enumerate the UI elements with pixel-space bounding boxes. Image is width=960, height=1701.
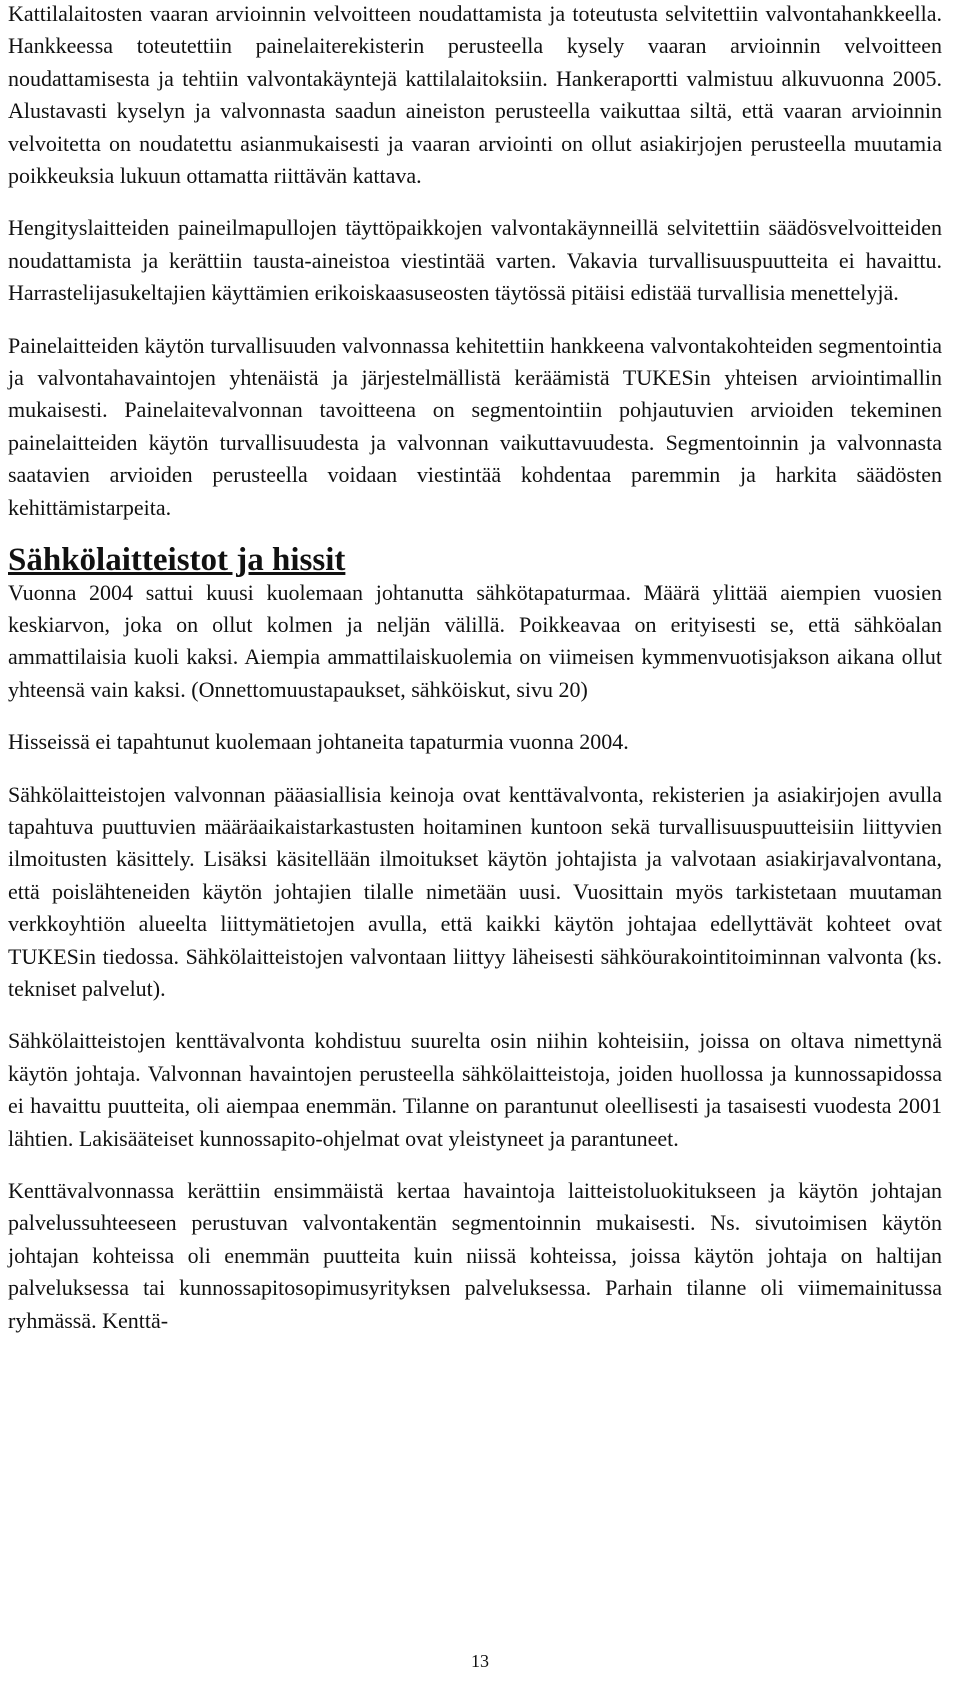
paragraph-pressure-equipment-segmentation: Painelaitteiden käytön turvallisuuden valvonnassa kehitettiin hankkeena valvontakohteiden segmentointia ja valvontahavaintojen yhtenäistä ja järjestelmällistä keräämistä TUKESin yhteisen arviointimallin mukaisesti. Painelaitevalvonnan tavoitteena on segmentointiin pohjautuvien arvioiden tekeminen painelaitteiden käytön turvallisuudesta ja valvonnan vaikuttavuudesta. Segmentoinnin ja valvonnasta saatavien arvioiden perusteella voidaan viestintää kohdentaa paremmin ja harkita säädösten kehittämistarpeita. [8,332,942,520]
paragraph-field-supervision: Sähkölaitteistojen kenttävalvonta kohdistuu suurelta osin niihin kohteisiin, joissa on oltava nimettynä käytön johtaja. Valvonnan havaintojen perusteella sähkölaitteistoja, joiden huollossa ja kunnossapidossa ei havaittu puutteita, oli aiempaa enemmän. Tilanne on parantunut oleellisesti ja tasaisesti vuodesta 2001 lähtien. Lakisääteiset kunnossapito-ohjelmat ovat yleistyneet ja parantuneet. [8,1028,942,1151]
paragraph-boiler-hazard-assessment: Kattilalaitosten vaaran arvioinnin velvoitteen noudattamista ja toteutusta selvitettiin valvontahankkeella. Hankkeessa toteutettiin painelaiterekisterin perusteella kysely vaaran arvioinnin velvoitteen noudattamisesta ja tehtiin valvontakäyntejä kattilalaitoksiin. Hankeraportti valmistuu alkuvuonna 2005. Alustavasti kyselyn ja valvonnasta saadun aineiston perusteella vaikuttaa siltä, että vaaran arvioinnin velvoitetta on noudatettu asianmukaisesti ja vaaran arviointi on ollut asiakirjojen perusteella muutamia poikkeuksia lukuun ottamatta riittävän kattava. [8,1,942,189]
section-heading-electrical-and-elevators: Sähkölaitteistot ja hissit [8,542,346,579]
paragraph-field-segmentation: Kenttävalvonnassa kerättiin ensimmäistä kertaa havaintoja laitteistoluokitukseen ja käytön johtajan palvelussuhteeseen perustuvan valvontakentän segmentoinnin mukaisesti. Ns. sivutoimisen käytön johtajan kohteissa oli enemmän puutteita kuin niissä kohteissa, joissa käytön johtaja on haltijan palveluksessa tai kunnossapitosopimusyrityksen palveluksessa. Parhain tilanne oli viimemainitussa ryhmässä. Kenttä- [8,1178,942,1333]
paragraph-electrical-supervision-methods: Sähkölaitteistojen valvonnan pääasiallisia keinoja ovat kenttävalvonta, rekisterien ja asiakirjojen avulla tapahtuva puuttuvien määräaikaistarkastusten hoitaminen kuntoon sekä turvallisuuspuutteisiin liittyvien ilmoitusten käsittely. Lisäksi käsitellään ilmoitukset käytön johtajista ja valvotaan asiakirjavalvontana, että poislähteneiden käytön johtajien tilalle nimetään uusi. Vuosittain myös tarkistetaan muutaman verkkoyhtiön alueelta liittymätietojen avulla, että kaikki käytön johtajaa edellyttävät kohteet ovat TUKESin tiedossa. Sähkölaitteistojen valvontaan liittyy läheisesti sähköurakointitoiminnan valvonta (ks. tekniset palvelut). [8,781,942,1001]
paragraph-electrical-accidents: Vuonna 2004 sattui kuusi kuolemaan johtanutta sähkötapaturmaa. Määrä ylittää aiempien vuosien keskiarvon, joka on ollut kolmen ja neljän välillä. Poikkeavaa on erityisesti se, että sähköalan ammattilaisia kuoli kaksi. Aiempia ammattilaiskuolemia on viimeisen kymmenvuotisjakson aikana ollut yhteensä vain kaksi. (Onnettomuustapaukset, sähköiskut, sivu 20) [8,579,942,702]
paragraph-elevator-accidents: Hisseissä ei tapahtunut kuolemaan johtaneita tapaturmia vuonna 2004. [8,729,629,755]
page-number: 13 [471,1651,489,1671]
paragraph-breathing-air-cylinders: Hengityslaitteiden paineilmapullojen täyttöpaikkojen valvontakäynneillä selvitettiin säädösvelvoitteiden noudattamista ja kerättiin tausta-aineistoa viestintää varten. Vakavia turvallisuuspuutteita ei havaittu. Harrastelijasukeltajien käyttämien erikoiskaasuseosten täytössä pitäisi edistää turvallisia menettelyjä. [8,215,942,306]
